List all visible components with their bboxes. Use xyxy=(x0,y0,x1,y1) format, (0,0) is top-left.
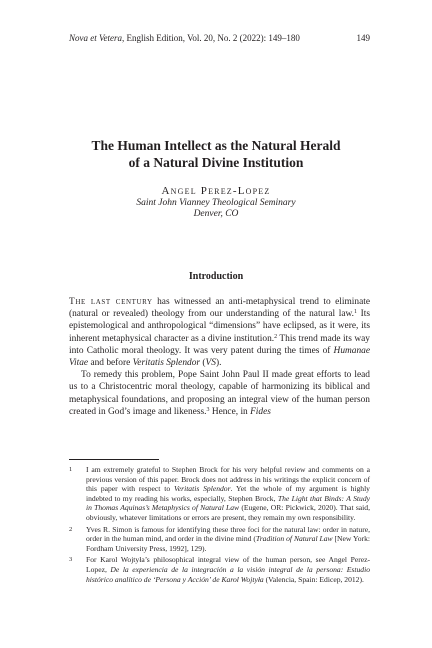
footnote-text xyxy=(86,555,370,584)
text-run: To remedy this problem, Pope Saint John Paul II made great efforts to lead us to a Christocentric moral theology, capable of harmonizing its biblical and metaphysical foundations, and proposing an integral view of the human person created in God’s image and likeness. xyxy=(69,370,370,417)
author-affiliation: Saint John Vianney Theological Seminary xyxy=(136,197,296,208)
footnote-number: 3 xyxy=(69,556,73,564)
text-run: ( xyxy=(200,358,206,369)
italic-title: De la experiencia de la integración a la visión integral de la persona: Estudio histórico analítico de ‘Persona y Acción’ de Karol Wojtyła xyxy=(86,564,370,584)
italic-title: Tradition of Natural Law xyxy=(255,534,333,544)
paragraph-lead-in: The last century xyxy=(69,297,153,307)
text-run: (Eugene, OR: Pickwick, 2020). That said, obviously, whatever limitations or errors are present, they remain my own responsibility. xyxy=(86,503,370,522)
article-title xyxy=(60,137,372,171)
text-run: ). xyxy=(215,358,222,369)
text-run: For Karol Wojtyła’s philosophical integral view of the human person, see Angel Perez-Lopez, xyxy=(86,555,370,574)
text-run: I am extremely grateful to Stephen Brock for his very helpful review and comments on a previous version of this paper. Brock does not address in his writings the explicit concern of this paper with respect to xyxy=(86,465,370,494)
author-block xyxy=(60,186,372,221)
footnote xyxy=(69,525,370,554)
title-line-2: of a Natural Divine Institution xyxy=(128,155,304,170)
journal-name: Nova et Vetera xyxy=(69,33,122,43)
text-run: (Valencia, Spain: Edicep, 2012). xyxy=(263,574,364,584)
section-heading: Introduction xyxy=(188,271,244,282)
footnote-marker: 2 xyxy=(274,333,278,340)
footnote xyxy=(69,555,370,584)
text-run: [New York: Fordham University Press, 1992], 129). xyxy=(86,534,370,553)
italic-title: Humanae Vitae xyxy=(69,345,370,369)
text-run: has witnessed an anti-metaphysical trend to eliminate (natural or revealed) theology from our understanding of the natural law. xyxy=(69,297,370,320)
page-number: 149 xyxy=(356,33,370,43)
text-run: This trend made its way into Catholic moral theology. It was very patent during the times of xyxy=(69,333,370,356)
author-name: Angel Perez-Lopez xyxy=(161,185,271,197)
footnote-marker: 1 xyxy=(354,309,358,316)
footnote xyxy=(69,465,370,523)
paragraph-2 xyxy=(69,369,370,418)
footnote-text xyxy=(86,525,370,554)
citation-details: , English Edition, Vol. 20, No. 2 (2022): 149–180 xyxy=(122,33,300,43)
footnotes xyxy=(69,465,370,586)
footnote-number: 2 xyxy=(69,525,73,533)
footnote-text xyxy=(86,465,370,523)
italic-title: Veritatis Splendor xyxy=(132,358,201,369)
footnote-divider xyxy=(69,459,159,460)
title-line-1: The Human Intellect as the Natural Herald xyxy=(91,138,341,153)
footnote-number: 1 xyxy=(69,466,73,473)
italic-title: Veritatis Splendor xyxy=(173,484,231,494)
text-run: Yves R. Simon is famous for identifying these three foci for the natural law: order in nature, order in the human mind, and order in the divine mind ( xyxy=(86,524,370,544)
text-run: Its epistemological and anthropological “dimensions” have eclipsed, as it were, its inherent metaphysical character as a divine institution. xyxy=(69,309,370,344)
author-location: Denver, CO xyxy=(193,209,239,219)
text-run: and before xyxy=(88,358,133,369)
running-head xyxy=(69,33,370,44)
italic-title: The Light that Binds: A Study in Thomas Aquinas’s Metaphysics of Natural Law xyxy=(86,493,371,513)
italic-abbrev: VS xyxy=(205,358,216,369)
italic-title: Fides xyxy=(250,406,271,417)
text-run: . Yet the whole of my argument is highly indebted to my reading his works, especially, Stephen Brock, xyxy=(86,484,370,503)
body-text xyxy=(69,296,370,418)
journal-citation xyxy=(69,33,300,44)
text-run: Hence, in xyxy=(209,406,251,417)
paragraph-1 xyxy=(69,296,370,369)
footnote-marker: 3 xyxy=(206,406,210,413)
